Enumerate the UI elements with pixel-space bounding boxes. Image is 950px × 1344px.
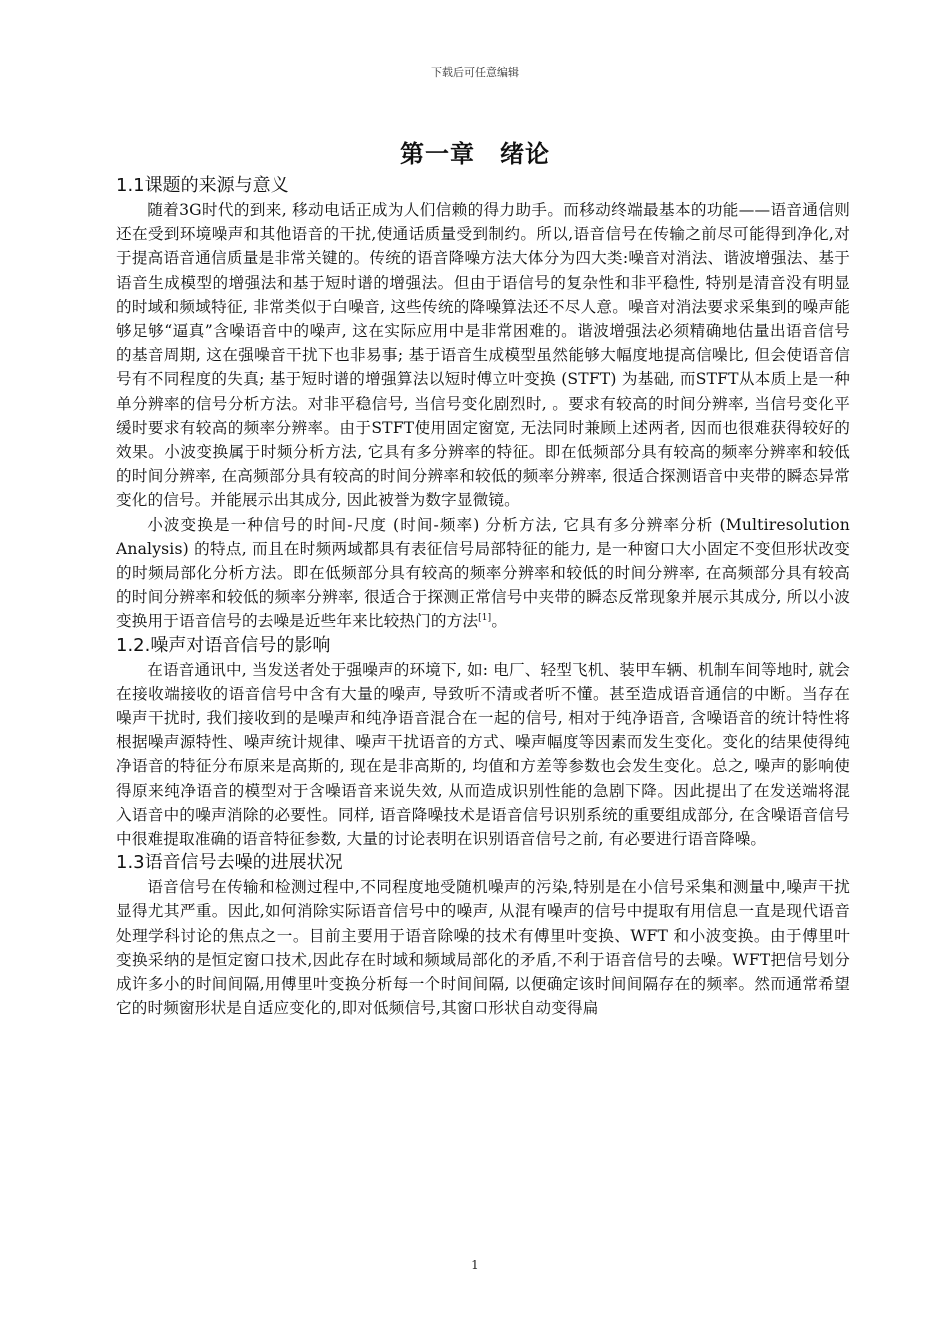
paragraph-text: 语音信号在传输和检测过程中,不同程度地受随机噪声的污染,特别是在小信号采集和测量中,噪声干扰显得尤其严重。因此,如何消除实际语音信号中的噪声, 从混有噪声的信号中提取有用信息一直是现代语音处理学科讨论的焦点之一。目前主要用于语音除噪的技术有傅里叶变换、WFT 和小波变换。由于傅里叶变换采纳的是恒定窗口技术,因此存在时域和频域局部化的矛盾,不利于语音信号的去噪。WFT把信号划分成许多小的时间间隔,用傅里叶变换分析每一个时间间隔, 以便确定该时间间隔存在的频率。然而通常希望它的时频窗形状是自适应变化的,即对低频信号,其窗口形状自动变得扁 bbox=[116, 878, 850, 1018]
chapter-title: 第一章 绪论 bbox=[400, 140, 550, 168]
header-note: 下载后可任意编辑 bbox=[431, 66, 519, 79]
body-content bbox=[116, 174, 850, 1021]
paragraph-text: 在语音通讯中, 当发送者处于强噪声的环境下, 如: 电厂、轻型飞机、装甲车辆、机制车间等地时, 就会在接收端接收的语音信号中含有大量的噪声, 导致听不清或者听不懂。甚至造成语音通信的中断。当存在噪声干扰时, 我们接收到的是噪声和纯净语音混合在一起的信号, 相对于纯净语音, 含噪语音的统计特性将根据噪声源特性、噪声统计规律、噪声干扰语音的方式、噪声幅度等因素而发生变化。变化的结果使得纯净语音的特征分布原来是高斯的, 现在是非高斯的, 均值和方差等参数也会发生变化。总之, 噪声的影响使得原来纯净语音的模型对于含噪语音来说失效, 从而造成识别性能的急剧下降。因此提出了在发送端将混入语音中的噪声消除的必要性。同样, 语音降噪技术是语音信号识别系统的重要组成部分, 在含噪语音信号中很难提取准确的语音特征参数, 大量的讨论表明在识别语音信号之前, 有必要进行语音降噪。 bbox=[116, 660, 850, 849]
paragraph bbox=[116, 875, 850, 1020]
section-heading-1-2: 1.2.噪声对语音信号的影响 bbox=[116, 634, 331, 656]
section-heading-1-1: 1.1课题的来源与意义 bbox=[116, 175, 289, 196]
paragraph-text: 随着3G时代的到来, 移动电话正成为人们信赖的得力助手。而移动终端最基本的功能——语音通信则还在受到环境噪声和其他语音的干扰,使通话质量受到制约。所以,语音信号在传输之前尽可能得到净化,对于提高语音通信质量是非常关键的。传统的语音降噪方法大体分为四大类:噪音对消法、谐波增强法、基于语音生成模型的增强法和基于短时谱的增强法。但由于语信号的复杂性和非平稳性, 特别是清音没有明显的时域和频域特征, 非常类似于白噪音, 这些传统的降噪算法还不尽人意。噪音对消法要求采集到的噪声能够足够“逼真”含噪语音中的噪声, 这在实际应用中是非常困难的。谐波增强法必须精确地估量出语音信号的基音周期, 这在强噪音干扰下也非易事; 基于语音生成模型虽然能够大幅度地提高信噪比, 但会使语音信号有不同程度的失真; 基于短时谱的增强算法以短时傅立叶变换 (STFT) 为基础, 而STFT从本质上是一种单分辨率的信号分析方法。对非平稳信号, 当信号变化剧烈时, 。要求有较高的时间分辨率, 当信号变化平缓时要求有较高的频率分辨率。由于STFT使用固定窗宽, 无法同时兼顾上述两者, 因而也很难获得较好的效果。小波变换属于时频分析方法, 它具有多分辨率的特征。即在低频部分具有较高的频率分辨率和较低的时间分辨率, 在高频部分具有较高的时间分辨率和较低的频率分辨率, 很适合探测语音中夹带的瞬态异常变化的信号。并能展示出其成分, 因此被誉为数字显微镜。 bbox=[116, 201, 850, 510]
paragraph bbox=[116, 198, 850, 513]
citation-mark: [1] bbox=[478, 613, 492, 624]
paragraph-tail: 。 bbox=[491, 612, 508, 631]
paragraph-text: 小波变换是一种信号的时间-尺度 (时间-频率) 分析方法, 它具有多分辨率分析 (Multiresolution Analysis) 的特点, 而且在时频两域都具有表征信号局部特征的能力, 是一种窗口大小固定不变但形状改变的时频局部化分析方法。即在低频部分具有较高的频率分辨率和较低的时间分辨率, 在高频部分具有较高的时间分辨率和较低的频率分辨率, 很适合于探测正常信号中夹带的瞬态反常现象并展示其成分, 所以小波变换用于语音信号的去噪是近些年来比较热门的方法 bbox=[116, 515, 850, 631]
section-heading-1-3: 1.3语音信号去噪的进展状况 bbox=[116, 852, 343, 874]
paragraph bbox=[116, 513, 850, 634]
page-number: 1 bbox=[471, 1258, 479, 1272]
paragraph bbox=[116, 658, 850, 852]
